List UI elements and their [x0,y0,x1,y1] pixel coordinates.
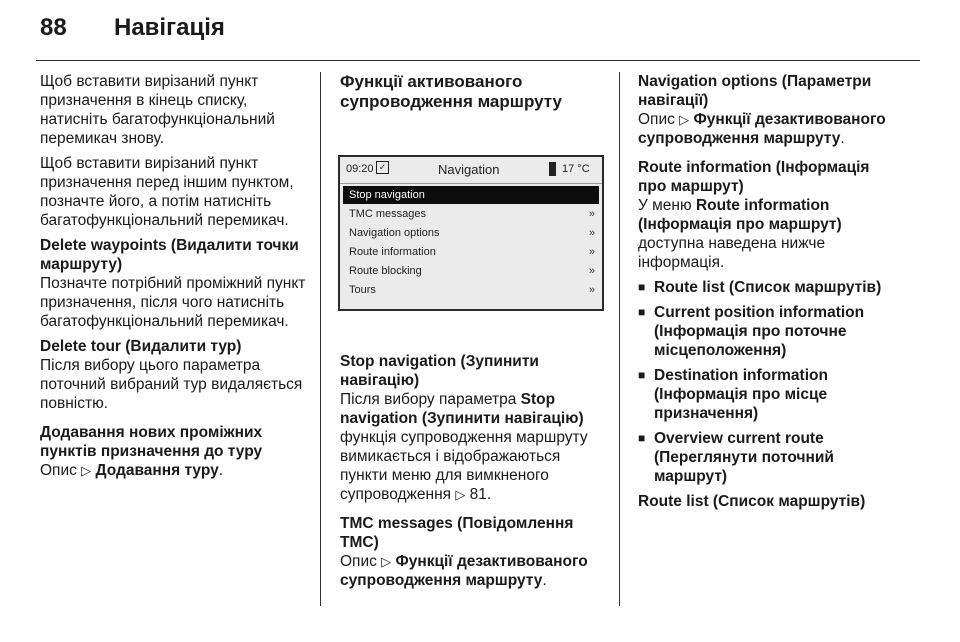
menu-item-label: Tours [349,284,376,296]
reference-link[interactable]: Додавання туру [95,462,219,479]
route-info-list [638,278,900,486]
desc-suffix: . [542,572,547,589]
list-item: ■ Destination information (Інформація про місце призначення) [638,366,900,423]
page-number: 88 [40,14,67,41]
screen-status-bar [340,157,602,184]
section-heading: Navigation options (Параметри навігації) [638,73,872,109]
bold-term: Route information (Інформація про маршрут) [638,197,842,233]
navigation-screen [338,155,604,311]
paragraph [638,110,900,148]
menu-item-navigation-options[interactable] [343,224,599,242]
reference-arrow-icon: ▷ [679,112,690,127]
phone-icon [549,162,556,176]
page-title: Навігація [114,14,225,41]
reference-arrow-icon: ▷ [81,463,92,478]
list-item: ■ Overview current route (Переглянути поточний маршрут) [638,429,900,486]
text: функція супроводження маршруту вимикається і відображаються пункти меню для вимкненого супроводження [340,429,588,503]
desc-suffix: . [840,130,845,147]
column-divider-2 [619,72,620,606]
paragraph [340,552,604,590]
text: Після вибору параметра [340,391,517,408]
menu-item-route-information[interactable] [343,243,599,261]
menu-item-label: Stop navigation [349,189,425,201]
section-heading: Функції активованого супроводження маршруту [340,72,562,111]
paragraph: Щоб вставити вирізаний пункт призначення перед іншим пунктом, позначте його, а потім натисніть багатофункціональний перемикач. [40,155,294,229]
menu-item-route-blocking[interactable] [343,262,599,280]
column-divider-1 [320,72,321,606]
section-heading: Додавання нових проміжних пунктів призначення до туру [40,424,263,460]
paragraph: Після вибору цього параметра поточний вибраний тур видаляється повністю. [40,357,303,412]
column-2 [340,72,604,122]
menu-item-label: Route blocking [349,265,422,277]
section-heading: Route list (Список маршрутів) [638,493,866,510]
menu-item-tmc-messages[interactable] [343,205,599,223]
chevron-right-icon: » [588,208,595,220]
menu-item-tours[interactable] [343,281,599,299]
section-heading: Stop navigation (Зупинити навігацію) [340,353,539,389]
column-2-lower [340,352,604,596]
screen-clock: 09:20 [346,163,374,175]
navigation-status-icon: ✓ [376,161,389,174]
desc-prefix: Опис [40,462,77,479]
chevron-right-icon: » [588,265,595,277]
menu-item-stop-navigation[interactable] [343,186,599,204]
bold-term: Stop navigation (Зупинити навігацію) [340,391,584,427]
reference-arrow-icon: ▷ [381,554,392,569]
desc-suffix: . [218,462,224,479]
page-reference[interactable]: 81. [469,486,492,503]
chevron-right-icon: » [588,246,595,258]
text: У меню [638,197,692,214]
column-1 [40,72,312,486]
screen-temperature: 17 °C [562,163,590,175]
list-item: ■ Current position information (Інформація про поточне місцеположення) [638,303,900,360]
paragraph: Щоб вставити вирізаний пункт призначення в кінець списку, натисніть багатофункціональний перемикач знову. [40,73,275,147]
section-heading: Delete tour (Видалити тур) [40,338,242,355]
section-heading: TMC messages (Повідомлення TMC) [340,515,574,551]
list-item: ■ Route list (Список маршрутів) [638,278,900,297]
menu-item-label: TMC messages [349,208,427,220]
paragraph [340,390,604,504]
chevron-right-icon: » [588,284,595,296]
page-header [40,14,225,42]
screen-menu [340,184,602,299]
text: доступна наведена нижче інформація. [638,235,826,271]
paragraph [638,196,900,272]
header-divider [36,60,920,61]
paragraph: Позначте потрібний проміжний пункт призначення, після чого натисніть багатофункціональний перемикач. [40,275,306,330]
section-heading: Route information (Інформація про маршрут) [638,159,870,195]
menu-item-label: Route information [349,246,436,258]
paragraph [40,461,312,480]
screen-title: Navigation [438,162,500,177]
menu-item-label: Navigation options [349,227,440,239]
reference-link[interactable]: Функції дезактивованого супроводження маршруту [340,553,588,589]
desc-prefix: Опис [638,111,675,128]
chevron-right-icon: » [588,227,595,239]
desc-prefix: Опис [340,553,377,570]
section-heading: Delete waypoints (Видалити точки маршруту) [40,237,299,273]
reference-arrow-icon: ▷ [455,487,466,502]
reference-link[interactable]: Функції дезактивованого супроводження маршруту [638,111,886,147]
column-3 [638,72,900,517]
